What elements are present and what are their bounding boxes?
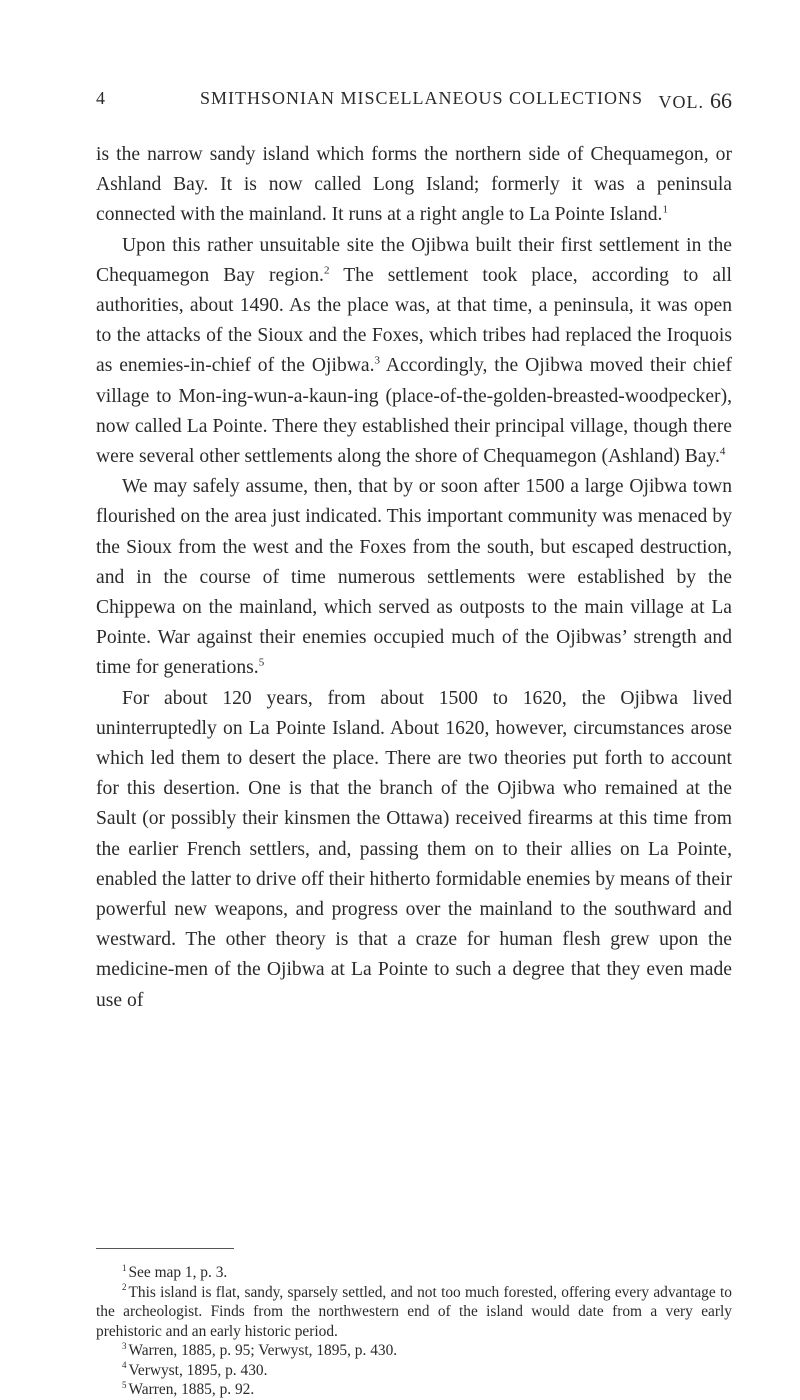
- paragraph-text: Upon this rather unsuitable site the Ojibwa built their first settlement in the Chequamegon Bay region.: [96, 234, 732, 286]
- paragraph-text: For about 120 years, from about 1500 to 1620, the Ojibwa lived uninterruptedly on La Pointe Island. About 1620, however, circumstances arose which led them to desert the place. There are two theories put forth to account for this desertion. One is that the branch of the Ojibwa who remained at the Sault (or possibly their kinsmen the Ottawa) received firearms at this time from the earlier French settlers, and, passing them on to their allies on La Pointe, enabled the latter to drive off their hitherto formidable enemies by means of their powerful new weapons, and progress over the mainland to the southward and westward. The other theory is that a craze for human flesh grew upon the medicine-men of the Ojibwa at La Pointe to such a degree that they even made use of: [96, 687, 732, 1011]
- paragraph: [96, 140, 732, 231]
- footnote: [96, 1380, 732, 1400]
- body-text: [96, 140, 732, 1016]
- footnote: [96, 1341, 732, 1361]
- volume-number: 66: [710, 88, 732, 113]
- footnote-reference: 1: [662, 203, 668, 216]
- paragraph: [96, 231, 732, 473]
- footnote-text: Warren, 1885, p. 92.: [128, 1381, 255, 1398]
- footnote-reference: 5: [258, 656, 265, 669]
- paragraph-text: We may safely assume, then, that by or soon after 1500 a large Ojibwa town flourished on the area just indicated. This important community was menaced by the Sioux from the west and the Foxes from the south, but escaped destruction, and in the course of time numerous settlements were established by the Chippewa on the mainland, which served as outposts to the main village at La Pointe. War against their enemies occupied much of the Ojibwas’ strength and time for generations.: [96, 476, 732, 679]
- footnote-reference: 2: [323, 264, 330, 277]
- footnote: [96, 1263, 732, 1283]
- paragraph-text: Accordingly, the Ojibwa moved their chief village to Mon-ing-wun-a-kaun-ing (place-of-the-golden-breasted-woodpecker), now called La Pointe. There they established their principal village, though there were several other settlements along the shore of Chequamegon (Ashland) Bay.: [96, 355, 732, 468]
- page-number: 4: [96, 88, 106, 108]
- footnote-text: Warren, 1885, p. 95; Verwyst, 1895, p. 430.: [128, 1342, 398, 1359]
- footnote-marker: 4: [122, 1360, 127, 1371]
- footnote-divider: [96, 1248, 234, 1249]
- paragraph: [96, 684, 732, 1016]
- footnote-marker: 5: [122, 1379, 127, 1390]
- running-title: SMITHSONIAN MISCELLANEOUS COLLECTIONS: [200, 88, 644, 108]
- footnote: [96, 1361, 732, 1381]
- footnotes: [96, 1263, 732, 1400]
- footnote-text: See map 1, p. 3.: [128, 1264, 228, 1281]
- paragraph: [96, 472, 732, 683]
- volume-label: VOL.: [658, 92, 704, 112]
- footnote-text: This island is flat, sandy, sparsely settled, and not too much forested, offering every advantage to the archeologist. Finds from the northwestern end of the island would date from a very early prehistoric and an early historic period.: [96, 1283, 732, 1340]
- footnote: [96, 1283, 732, 1342]
- footnote-reference: 3: [374, 354, 380, 367]
- footnote-text: Verwyst, 1895, p. 430.: [128, 1361, 268, 1379]
- footnote-marker: 2: [122, 1282, 127, 1293]
- paragraph-text: The settlement took place, according to all authorities, about 1490. As the place was, at that time, a peninsula, it was open to the attacks of the Sioux and the Foxes, which tribes had replaced the Iroquois as enemies-in-chief of the Ojibwa.: [96, 264, 733, 377]
- volume-indicator: [659, 88, 733, 114]
- running-header: [96, 88, 732, 120]
- footnote-marker: 1: [122, 1262, 127, 1273]
- footnote-marker: 3: [122, 1340, 127, 1351]
- paragraph-text: is the narrow sandy island which forms the northern side of Chequamegon, or Ashland Bay. It is now called Long Island; formerly it was a peninsula connected with the mainland. It runs at a right angle to La Pointe Island.: [96, 144, 732, 226]
- footnote-reference: 4: [719, 445, 726, 458]
